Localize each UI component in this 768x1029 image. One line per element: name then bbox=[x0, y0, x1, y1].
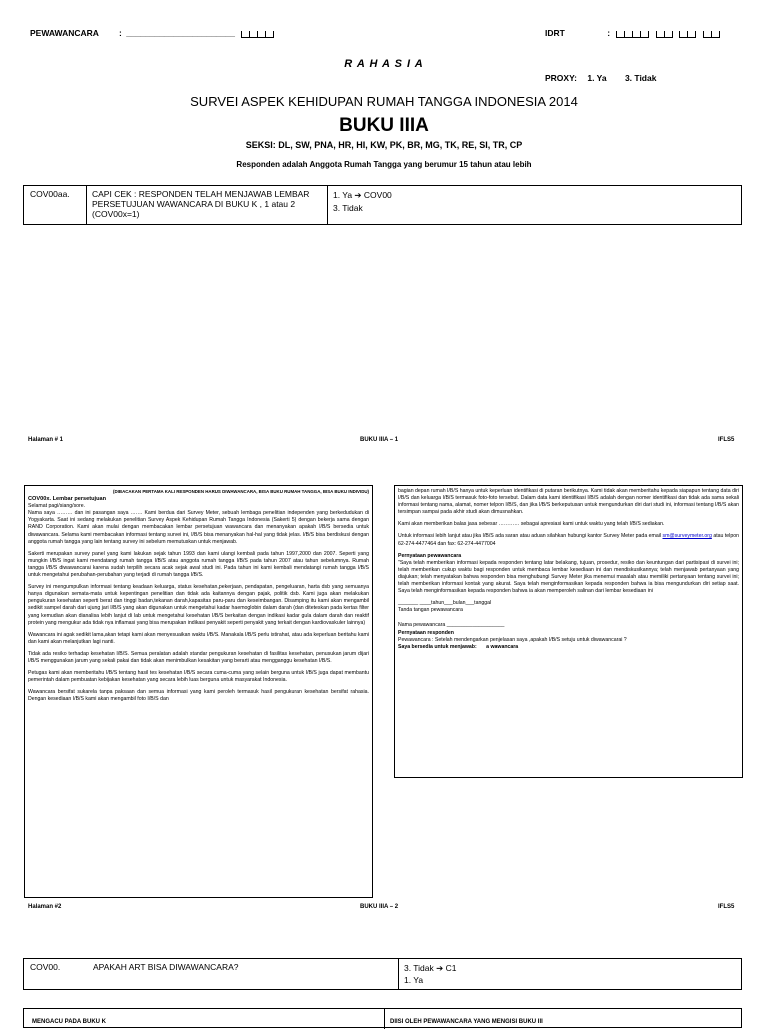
consent-right-column bbox=[394, 485, 743, 778]
idrt-boxes-1[interactable] bbox=[616, 28, 649, 38]
consent-paragraph: Sakerti merupakan survey panel yang kami lakukan sejak tahun 1993 dan kami ulangi kembali pada tahun 1997,2000 dan 2007. Seperti yang mungkin I/B/S ingat kami mendatangi rumah tangga I/B/S atau anggota rumah tangga I/B/S pada tahun 2007 atau tahun sebelumnya. Rumah tangga I/B/S diwawancarai karena sudah terpilih secara acak sejak awal studi ini. Pada tahun ini kami kembali mendatangi rumah tangga I/B/S untuk mengetahui perubahan-perubahan yang terjadi di rumah tangga I/B/S. bbox=[28, 550, 369, 579]
question-code: COV00aa. bbox=[24, 186, 87, 225]
page1-footer-center: BUKU IIIA – 1 bbox=[360, 437, 399, 443]
consent-paragraph: Nama saya ……… dan ini pasangan saya ……. Kami berdua dari Survey Meter, sebuah lembaga penelitian independen yang berkedudukan di Yogyakarta. Saat ini sedang melakukan penelitian Survey Aspek Kehidupan Rumah Tangga Indonesia (Sakerti 5) dengan bekerja sama dengan RAND Corporation. Kami akan mulai dengan membacakan lembar persetujuan wawancara dan menanyakan apakah I/B/S bersedia untuk diwawancara. Selama kami membacakan informasi tentang survei ini, I/B/S bisa menanyakan hal-hal yang tidak jelas. I/B/S bisa berdiskusi dengan anggota rumah tangga yang lain tentang survey ini sebelum memutuskan untuk menjawab. bbox=[28, 510, 369, 545]
interviewer-label: PEWAWANCARA : _______________________ bbox=[30, 28, 274, 38]
page1-footer-right: IFLS5 bbox=[718, 437, 735, 443]
contact-paragraph: Untuk informasi lebih lanjut atau jika I/B/S ada saran atau aduan silahkan hubungi kantor Survey Meter pada email sm@surveymeter.org atau telpon 62-274-4477464 dan fax: 62-274-4477004 bbox=[398, 533, 739, 547]
answer-yes[interactable]: 1. Ya bbox=[404, 975, 424, 985]
filled-by-interviewer: DIISI OLEH PEWAWANCARA YANG MENGISI BUKU III bbox=[390, 1019, 543, 1025]
question-text: APAKAH ART BISA DIWAWANCARA? bbox=[88, 959, 399, 990]
greeting: Selamat pagi/siang/sore. bbox=[28, 503, 86, 510]
page2-footer-left: Halaman #2 bbox=[28, 904, 62, 910]
idrt-boxes-2[interactable] bbox=[656, 28, 673, 38]
respondent-statement: Pewawancara : Setelah mendengarkan penjelasan saya ,apakah I/B/S setuju untuk diwawancarai ? bbox=[398, 636, 627, 643]
bottom-header-row bbox=[23, 1008, 742, 1028]
question-table-cov00 bbox=[23, 958, 742, 990]
consent-paragraph: Wawancara bersifat sukarela tanpa paksaan dan semua informasi yang kami peroleh termasuk hasil pengukuran kesehatan bersifat rahasia. Dengan kesediaan I/B/S kami akan mengambil foto I/B/S dan bbox=[28, 689, 369, 703]
respondent-statement-title: Pernyataan responden bbox=[398, 629, 454, 636]
contact-email-link[interactable]: sm@surveymeter.org bbox=[662, 533, 712, 540]
sections-list: SEKSI: DL, SW, PNA, HR, HI, KW, PK, BR, MG, TK, RE, SI, TR, CP bbox=[245, 140, 523, 150]
interviewer-code-boxes[interactable] bbox=[241, 28, 274, 38]
question-table-cov00aa bbox=[23, 185, 742, 225]
proxy-field: PROXY: 1. Ya 3. Tidak bbox=[545, 73, 657, 83]
idrt-field: IDRT : bbox=[545, 28, 720, 38]
confidential-label: R A H A S I A bbox=[344, 58, 424, 70]
compensation-paragraph: Kami akan memberikan balas jasa sebesar ………… sebagai apresiasi kami untuk waktu yang telah I/B/S sediakan. bbox=[398, 521, 665, 528]
answer-no[interactable]: 3. Tidak bbox=[333, 203, 363, 213]
consent-paragraph: Petugas kami akan memberitahu I/B/S tentang hasil tes kesehatan I/B/S secara cuma-cuma yang selain berguna untuk I/B/S juga dapat membantu pemerintah dalam pembuatan kebijakan kesehatan yang secara lebih luas berguna untuk masyarakat Indonesia. bbox=[28, 670, 369, 684]
survey-title: SURVEI ASPEK KEHIDUPAN RUMAH TANGGA INDONESIA 2014 bbox=[190, 94, 578, 109]
proxy-yes[interactable]: 1. Ya bbox=[587, 73, 607, 83]
respondent-note: Responden adalah Anggota Rumah Tangga yang berumur 15 tahun atau lebih bbox=[236, 160, 532, 169]
consent-paragraph: Survey ini mengumpulkan informasi tentang keadaan keluarga, status kesehatan,pekerjaan, pendapatan, pengeluaran, harta dsb yang semuanya hanya digunakan semata-mata untuk kepentingan penelitian dan tidak ada kaitannya dengan pajak, politik dsb. Kami juga akan melakukan pengukuran kesehatan seperti berat dan tinggi badan,tekanan darah,kapasitas paru-paru dan keseimbangan. Disamping itu kami akan mengambil sedikit sampel darah dari ujung jari I/B/S yang akan digunakan untuk mengetahui kadar haemoglobin dalam darah (dan diteteskan pada kertas filter yang kemudian akan dianalisa lebih lanjut di lab untuk mengetahui kesehatan I/B/S berkaitan dengan indikasi kadar gula dalam darah dan reaktif protein yang mengukur ada tidak nya inflamasi yang bisa merupakan indikasi penyakit seperti penyakit yang terkait dengan kardiovaskuler lainnya) bbox=[28, 584, 369, 626]
consent-left-column bbox=[24, 485, 373, 898]
consent-paragraph: Wawancara ini agak sedikit lama,akan tetapi kami akan menyesuaikan waktu I/B/S. Manakala I/B/S perlu istirahat, atau ada keperluan beritahu kami dan kami akan melanjutkan lagi nanti. bbox=[28, 631, 369, 645]
refer-book-k: MENGACU PADA BUKU K bbox=[32, 1019, 106, 1025]
idrt-boxes-3[interactable] bbox=[679, 28, 696, 38]
consent-paragraph: Tidak ada resiko terhadap kesehatan I/B/S. Semua peralatan adalah standar pengukuran kesehatan di fasilitas kesehatan, penusukan jarum dijari I/B/S menggunakan jarum yang sekali pakai dan tidak akan menimbulkan kesakitan yang berarti atau mengganggu kesehatan I/B/S. bbox=[28, 650, 369, 664]
date-line[interactable]: _______ ____tahun___bulan___tanggal bbox=[398, 600, 492, 607]
interviewer-name-field[interactable]: Nama pewawancara ____________________ bbox=[398, 622, 505, 629]
question-text: CAPI CEK : RESPONDEN TELAH MENJAWAB LEMBAR PERSETUJUAN WAWANCARA DI BUKU K , 1 atau 2 (COV00x=1) bbox=[87, 186, 328, 225]
willing-option[interactable]: a wawancara bbox=[486, 643, 519, 650]
interviewer-name-line[interactable]: _______________________ bbox=[126, 28, 235, 38]
interviewer-statement: "Saya telah memberikan informasi kepada responden tentang latar belakang, tujuan, prosedur, resiko dan keuntungan dari partisipasi di survei ini; telah memberikan cukup waktu bagi responden untuk membaca lembar kesediaan ini dan mendiskusikannya; telah menjawab pertanyaan yang diajukan; telah menyatakan bahwa responden bisa menghubungi Survey Meter jika menemui masalah atau memiliki pertanyaan tentang survei ini; telah memberikan informasi kontak yang akurat. Saya telah menginformasikan kepada responden bahwa ia bisa mengundurkan diri setiap saat. Saya telah menginformasikan kepada responden bahwa ia akan memperoleh salinan dari lembar kesediaan ini bbox=[398, 559, 739, 595]
interviewer-statement-title: Pernyataan pewawancara bbox=[398, 552, 462, 559]
signature-label: Tanda tangan pewawancara bbox=[398, 607, 463, 614]
reading-instruction: (DIBACAKAN PERTAMA KALI RESPONDEN HARUS DIWAWANCARA, BISA BUKU RUMAH TANGGA, BISA BUKU INDIVIDU) bbox=[113, 489, 369, 494]
question-code: COV00. bbox=[24, 959, 89, 990]
page1-footer-left: Halaman # 1 bbox=[28, 437, 64, 443]
page2-footer-center: BUKU IIIA – 2 bbox=[360, 904, 399, 910]
privacy-paragraph: bagian depan rumah I/B/S hanya untuk keperluan identifikasi di putaran berikutnya. Kami tidak akan memberitahu kepada siapapun tentang data diri I/B/S dan keluarga I/B/S termasuk foto-foto tersebut. Dalam data kami identifikasi I/B/S adalah dengan nomer identifikasi dan tidak ada sama sekali informasi tentang nama, alamat, nomer telpon I/B/S, dan jika I/B/S berkeputusan untuk mengundurkan diri dari studi ini, informasi tentang I/B/S akan tersimpan sampai pada akhir studi akan dimusnahkan. bbox=[398, 488, 739, 516]
answer-no[interactable]: 3. Tidak ➔ C1 bbox=[404, 963, 457, 973]
proxy-no[interactable]: 3. Tidak bbox=[624, 73, 657, 83]
answer-yes[interactable]: 1. Ya ➔ COV00 bbox=[333, 190, 392, 200]
page2-footer-right: IFLS5 bbox=[718, 904, 735, 910]
willing-label: Saya bersedia untuk menjawab: bbox=[398, 643, 477, 650]
consent-title: COV00x. Lembar persetujuan bbox=[28, 496, 107, 503]
book-title: BUKU IIIA bbox=[339, 115, 429, 136]
idrt-boxes-4[interactable] bbox=[703, 28, 720, 38]
